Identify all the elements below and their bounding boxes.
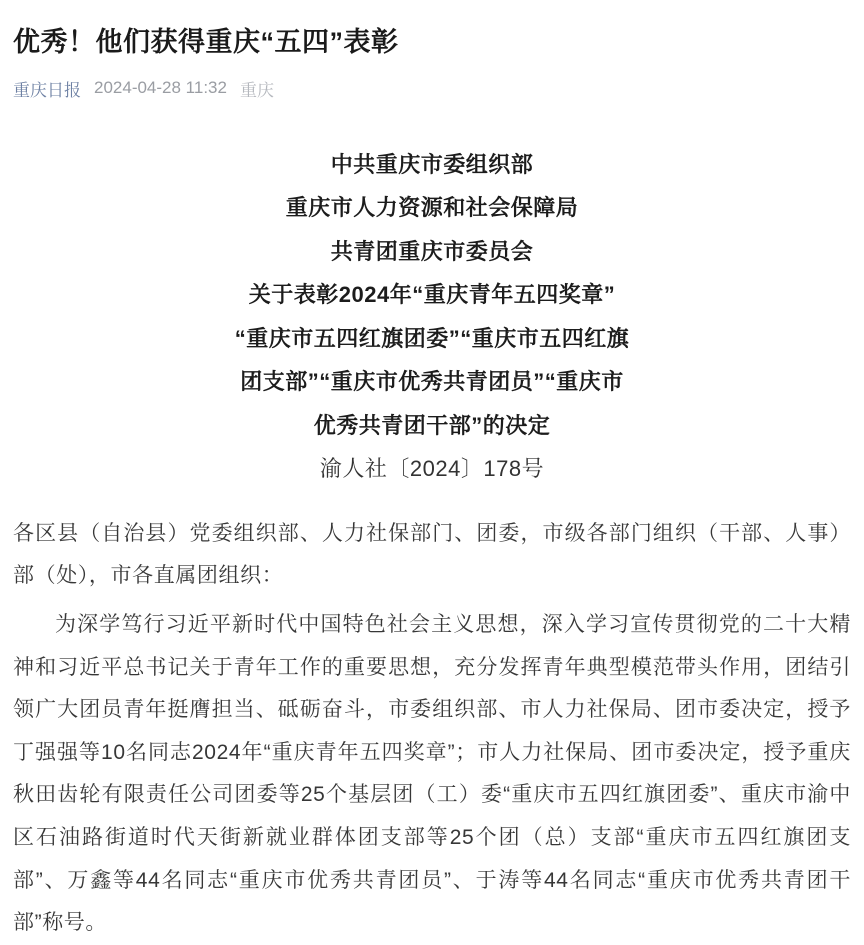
doc-title-line-issuer-2: 重庆市人力资源和社会保障局 [285,195,579,221]
doc-title-line-subject-1: 关于表彰2024年“重庆青年五四奖章” [248,282,616,308]
doc-title-line-subject-3: 团支部”“重庆市优秀共青团员”“重庆市 [240,369,624,395]
doc-issue-number: 渝人社〔2024〕178号 [319,456,545,482]
account-name-link[interactable]: 重庆日报 [13,80,81,100]
doc-title-line-issuer-3: 共青团重庆市委员会 [330,238,534,264]
article-title: 优秀！他们获得重庆“五四”表彰 [13,27,399,57]
publish-location: 重庆 [239,80,274,100]
doc-title-line-issuer-1: 中共重庆市委组织部 [330,151,534,177]
article-page [0,26,864,945]
paragraph-decision-body: 为深学笃行习近平新时代中国特色社会主义思想，深入学习宣传贯彻党的二十大精神和习近平总书记关于青年工作的重要思想，充分发挥青年典型模范带头作用，团结引领广大团员青年挺膺担当、砥砺奋斗，市委组织部、市人力社保局、团市委决定，授予丁强强等10名同志2024年“重庆青年五四奖章”；市人力社保局、团市委决定，授予重庆秋田齿轮有限责任公司团委等25个基层团（工）委“重庆市五四红旗团委”、重庆市渝中区石油路街道时代天街新就业群体团支部等25个团（总）支部“重庆市五四红旗团支部”、万鑫等44名同志“重庆市优秀共青团员”、于涛等44名同志“重庆市优秀共青团干部”称号。 [13,612,851,935]
publish-datetime: 2024-04-28 11:32 [94,78,227,98]
article-byline [13,76,851,101]
doc-title-line-subject-2: “重庆市五四红旗团委”“重庆市五四红旗 [234,325,630,351]
document-title-block [13,143,851,491]
doc-title-line-subject-4: 优秀共青团干部”的决定 [313,412,551,438]
paragraph-salutation: 各区县（自治县）党委组织部、人力社保部门、团委，市级各部门组织（干部、人事）部（处），市各直属团组织： [13,521,851,588]
